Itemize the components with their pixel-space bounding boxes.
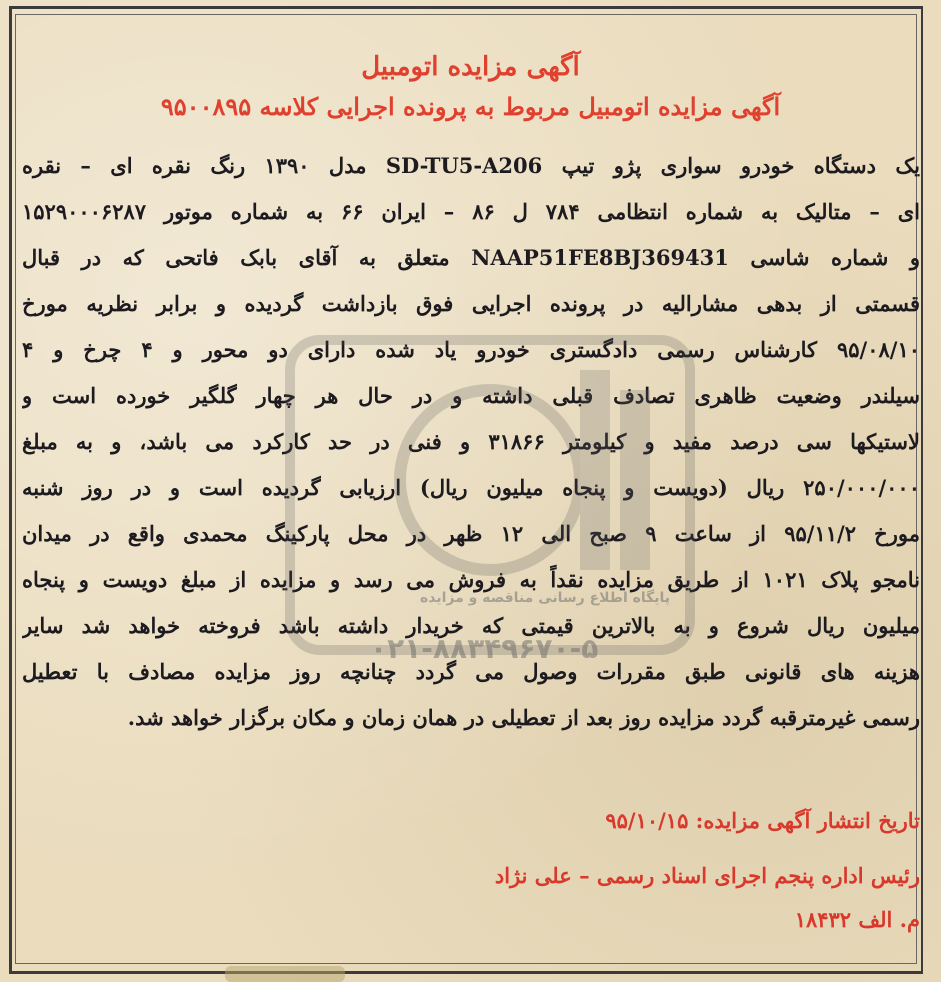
body-line: یک دستگاه خودرو سواری پژو تیپ SD-TU5-A206 مدل ۱۳۹۰ رنگ نقره ای – نقره [22,153,920,178]
body-line: هزینه های قانونی طبق مقررات وصول می گردد چنانچه روز مزایده مصادف با تعطیل [22,659,920,684]
body-line: و شماره شاسی NAAP51FE8BJ369431 متعلق به آقای بابک فاتحی که در قبال [22,245,920,270]
publish-date: تاریخ انتشار آگهی مزایده: ۹۵/۱۰/۱۵ [605,808,920,833]
body-line: رسمی غیرمترقبه گردد مزایده روز بعد از تعطیلی در همان زمان و مکان برگزار خواهد شد. [127,705,920,730]
watermark-site: پایگاه اطلاع رسانی مناقصه و مزایده [420,590,671,606]
body-line: قسمتی از بدهی مشارالیه در پرونده اجرایی فوق بازداشت گردیده و برابر نظریه مورخ [22,291,920,316]
body-line: ۲۵۰/۰۰۰/۰۰۰ ریال (دویست و پنجاه میلیون ریال) ارزیابی گردیده است و در روز شنبه [22,475,920,500]
body-line: سیلندر وضعیت ظاهری تصادف قبلی داشته و در حال هر چهار گلگیر خورده است و [22,383,920,408]
ad-code: م. الف ۱۸۴۳۲ [794,907,920,932]
body-line: مورخ ۹۵/۱۱/۲ از ساعت ۹ صبح الی ۱۲ ظهر در محل پارکینگ محمدی واقع در میدان [22,521,920,546]
body-line: ۹۵/۰۸/۱۰ کارشناس رسمی دادگستری خودرو یاد شده دارای دو محور و ۴ چرخ و ۴ [22,337,920,362]
watermark-phone: ۰۲۱-۸۸۳۴۹۶۷۰-۵ [370,632,599,665]
body-line: ای – متالیک به شماره انتظامی ۷۸۴ ل ۸۶ – ایران ۶۶ به شماره موتور ۱۵۲۹۰۰۰۶۲۸۷ [22,199,920,224]
body-line: میلیون ریال شروع و به بالاترین قیمتی که خریدار داشته باشد فروخته خواهد شد سایر [22,613,920,638]
paper-smudge [225,966,345,982]
body-line: لاستیکها سی درصد مفید و کیلومتر ۳۱۸۶۶ و فنی در حد کارکرد می باشد، و به مبلغ [22,429,920,454]
ad-title: آگهی مزایده اتومبیل [361,52,580,82]
ad-subtitle: آگهی مزایده اتومبیل مربوط به پرونده اجرایی کلاسه ۹۵۰۰۸۹۵ [160,92,781,121]
signature: رئیس اداره پنجم اجرای اسناد رسمی – علی نژاد [494,863,920,888]
body-line: نامجو پلاک ۱۰۲۱ از طریق مزایده نقداً به فروش می رسد و مزایده از مبلغ دویست و پنجاه [22,567,920,592]
